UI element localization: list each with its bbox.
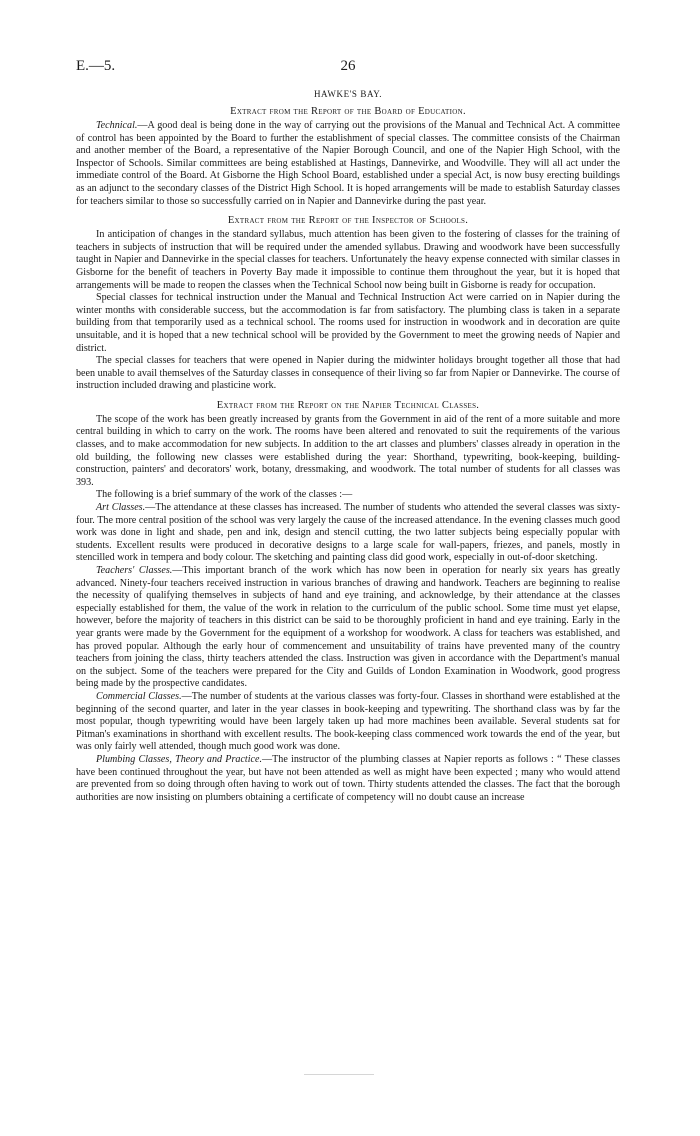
paragraph-lead: Commercial Classes.: [96, 690, 182, 702]
paragraph-text: —The number of students at the various classes was forty-four. Classes in shorthand were established at the beginning of the second quarter, and later in the year classes in book-keeping and typewriting. The shorthand class was by far the most popular, though typewriting would have been largely taken up had more machines been available. Several students sat for Pitman's examinations in shorthand with excellent results. The book-keeping class commenced work towards the end of the year, but was only fairly well attended, though much good work was done.: [76, 690, 620, 753]
page-header: [76, 58, 620, 80]
paragraph: [76, 502, 620, 565]
section-heading-board: Extract from the Report of the Board of Education.: [230, 106, 466, 117]
paragraph: [76, 120, 620, 208]
section-heading-napier-classes: Extract from the Report on the Napier Technical Classes.: [216, 399, 480, 411]
paragraph-text: —This important branch of the work which has now been in operation for nearly six years has greatly advanced. Ninety-four teachers received instruction in various branches of drawing and handwork. Teachers are beginning to realise the necessity of qualifying themselves in subjects of hand and eye training, and acknowledge, by their attendance at the classes especially established for them, the value of the work in relation to the curriculum of the public school. Some time must yet elapse, however, before the majority of teachers in this district can be said to be thoroughly proficient in hand and eye training. Early in the year grants were made by the Government for the equipment of a workshop for woodwork. A class for teachers was established, and has proved popular. Although the early hour of commencement and unsuitability of trains have prevented many of the country teachers from joining the class, thirty teachers attended the class. Instruction was given in accordance with the Department's manual on the subject. Some of the teachers were prepared for the City and Guilds of London Examination in Woodwork, good progress being made by the prospective candidates.: [76, 565, 620, 690]
paragraph-lead: Teachers' Classes.: [96, 565, 173, 576]
region-title: HAWKE'S BAY.: [313, 89, 383, 99]
paragraph: [76, 754, 620, 804]
paragraph: [76, 292, 620, 355]
report-code: E.—5.: [76, 58, 116, 74]
paragraph-text: —The instructor of the plumbing classes at Napier reports as follows : “ These classes have been continued throughout the year, but have not been attended as well as might have been expected ; many who would attend are prevented from so doing through often having to work out of town. Thirty students attended the classes. The fact that the borough authorities are now insisting on plumbers obtaining a certificate of competency will no doubt cause an increase: [76, 753, 620, 803]
paragraph-text: —A good deal is being done in the way of carrying out the provisions of the Manual and Technical Act. A committee of control has been appointed by the Board to further the establishment of special classes. The committee consists of the Chairman and another member of the Board, a representative of the Napier Borough Council, and one of the Napier High School, with the Inspector of Schools. Similar committees are being established at Hastings, Dannevirke, and Woodville. They will all act under the immediate control of the Board. At Gisborne the High School Board, established under a special Act, is now busy erecting buildings as an adjunct to the secondary classes of the District High School. It is hoped arrangements will be made to establish Saturday classes for teachers similar to those so successfully carried on in Napier and Dannevirke during the past year.: [76, 120, 620, 207]
paragraph: [76, 414, 620, 490]
paragraph-lead: Technical.: [96, 120, 138, 131]
page-number: 26: [340, 58, 356, 74]
paragraph-lead: Art Classes.: [96, 502, 146, 514]
paragraph: [76, 229, 620, 292]
paragraph: [76, 565, 620, 691]
paragraph: [76, 691, 620, 754]
section-heading-inspector: Extract from the Report of the Inspector of Schools.: [227, 215, 469, 227]
paragraph-lead: Plumbing Classes, Theory and Practice.: [96, 753, 263, 765]
paragraph-text: Special classes for technical instruction under the Manual and Technical Instruction Act were carried on in Napier during the winter months with considerable success, but the accommodation is far from satisfactory. The plumbing class is taken in a separate building from that temporarily used as a technical school. The rooms used for instruction in woodwork and in decoration are quite unsuitable, and it is hoped that a new technical school will be provided by the Government to meet the growing needs of Napier and district.: [76, 292, 620, 354]
faint-rule: [304, 1074, 374, 1075]
paragraph: [76, 355, 620, 393]
paragraph-text: The scope of the work has been greatly increased by grants from the Government in aid of the rent of a more suitable and more central building in which to carry on the work. The rooms have been altered and renovated to suit the requirements of the various classes, and to make accommodation for new subjects. In addition to the art classes and plumbers' classes already in operation in the old building, the following new classes were established during the year: Shorthand, typewriting, book-keeping, building-construction, painters' and decorators' work, botany, dressmaking, and woodwork. The total number of students for all classes was 393.: [76, 413, 620, 488]
document-page: [76, 58, 620, 804]
paragraph-text: The special classes for teachers that were opened in Napier during the midwinter holidays brought together all those that had been unable to avail themselves of the Saturday classes in consequence of their living so far from Napier or Dannevirke. The course of instruction included drawing and plasticine work.: [76, 355, 620, 392]
paragraph: [76, 489, 620, 502]
paragraph-text: —The attendance at these classes has increased. The number of students who attended the several classes was sixty-four. The more central position of the school was very largely the cause of the increased attendance. In the evening classes much good work was done in light and shade, pen and ink, design and stencil cutting, the two latter subjects being especially popular with students. Excellent results were produced in decorative designs to a large scale for wall-papers, friezes, and panels, mostly in stencilled work in tempera and body colour. The sketching and painting class did good work, especially in out-of-door sketching.: [76, 502, 620, 564]
paragraph-text: The following is a brief summary of the work of the classes :—: [96, 489, 353, 501]
paragraph-text: In anticipation of changes in the standard syllabus, much attention has been given to the fostering of classes for the training of teachers in subjects of instruction that will be required under the amended syllabus. Drawing and woodwork have been successfully taught in Napier and Dannevirke in the special classes for teachers. Unfortunately the heavy expense connected with similar classes in Gisborne for the benefit of teachers in Poverty Bay made it impossible to continue them throughout the year, but it is hoped that arrangements will be made to reopen the classes when the Technical School now being built in Gisborne is ready for occupation.: [76, 229, 620, 291]
